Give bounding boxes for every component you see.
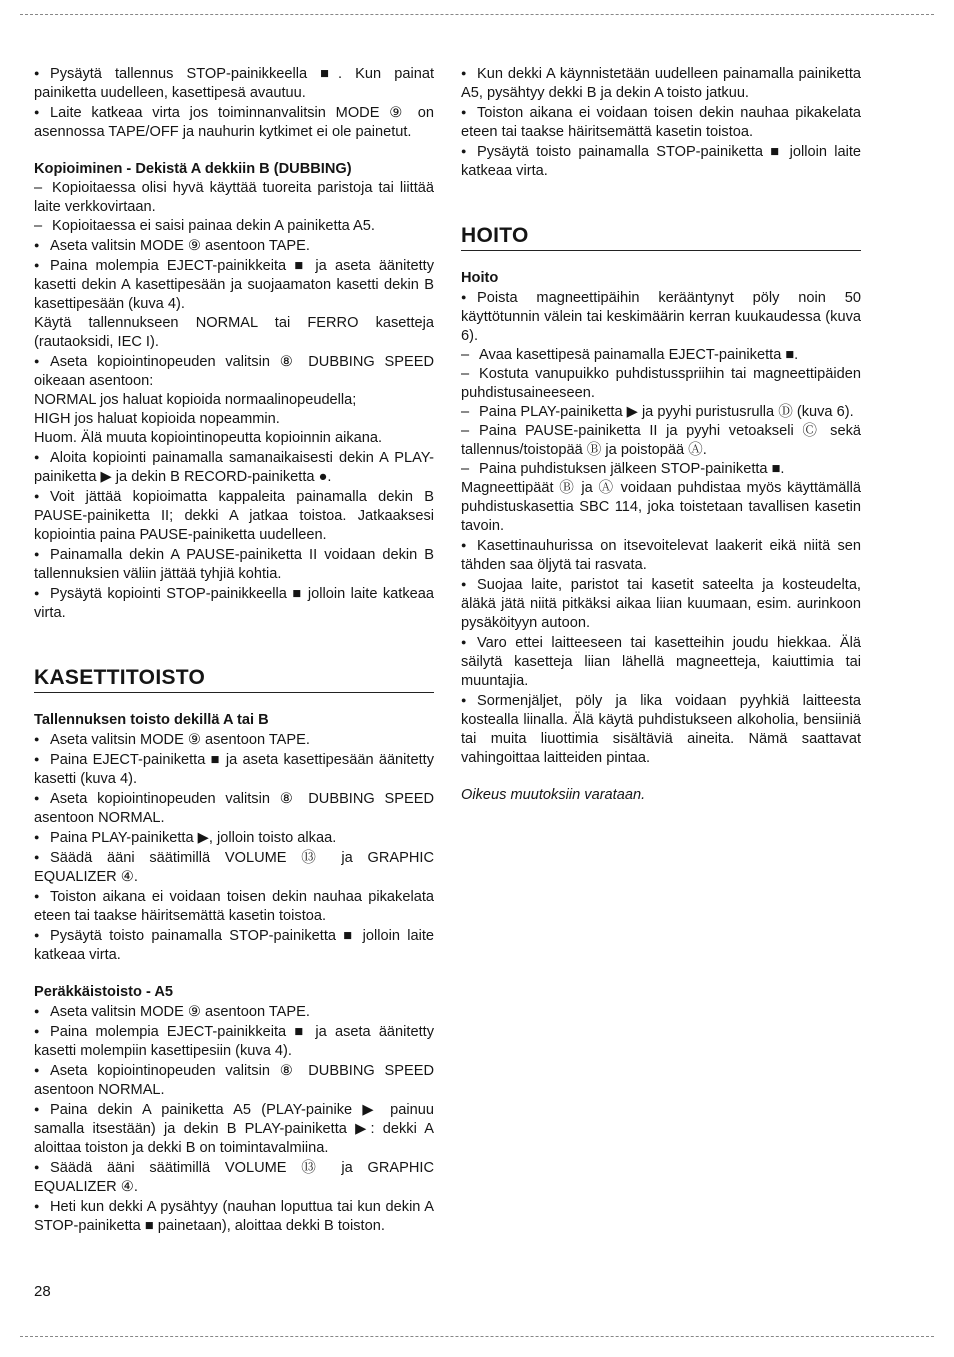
- dash-item: [34, 217, 434, 236]
- paragraph-text: Kun dekki A käynnistetään uudelleen painamalla painiketta A5, pysähtyy dekki B ja dekin A toisto jatkuu.: [461, 66, 861, 101]
- bullet-item: [34, 448, 434, 487]
- scan-edge-top: [20, 14, 934, 15]
- paragraph-text: Pysäytä kopiointi STOP-painikkeella ■ jolloin laite katkeaa virta.: [34, 586, 434, 621]
- bullet-icon: ●: [461, 695, 467, 705]
- bullet-icon: ●: [461, 579, 467, 589]
- paragraph-text: Heti kun dekki A pysähtyy (nauhan loputtua tai kun dekin A STOP-painiketta ■ painetaan), aloittaa dekki B toiston.: [34, 1199, 434, 1234]
- paragraph-text: Kopioitaessa olisi hyvä käyttää tuoreita paristoja tai liittää laite verkkovirtaan.: [34, 180, 434, 215]
- paragraph-text: Aseta valitsin MODE ⑨ asentoon TAPE.: [50, 732, 310, 748]
- paragraph-text: Aseta kopiointinopeuden valitsin ⑧ DUBBING SPEED asentoon NORMAL.: [34, 791, 434, 826]
- bullet-item: [461, 536, 861, 575]
- bullet-item: [34, 926, 434, 965]
- dash-icon: –: [461, 366, 470, 382]
- bullet-icon: ●: [34, 1065, 40, 1075]
- paragraph-text: Paina PAUSE-painiketta II ja pyyhi vetoakseli Ⓒ sekä tallennus/toistopää Ⓑ ja poistopää Ⓐ.: [461, 423, 861, 458]
- bullet-item: [34, 236, 434, 256]
- bullet-item: [34, 1100, 434, 1158]
- dash-icon: –: [34, 218, 43, 234]
- bullet-item: [34, 487, 434, 545]
- paragraph: [34, 314, 434, 352]
- paragraph-text: Avaa kasettipesä painamalla EJECT-painiketta ■.: [479, 347, 799, 363]
- bullet-item: [34, 1022, 434, 1061]
- paragraph-text: Laite katkeaa virta jos toiminnanvalitsin MODE ⑨ on asennossa TAPE/OFF ja nauhurin kytkimet ei ole painetut.: [34, 105, 434, 140]
- bullet-item: [461, 288, 861, 346]
- dash-icon: –: [461, 347, 470, 363]
- spacer: [34, 623, 434, 665]
- bullet-icon: ●: [461, 540, 467, 550]
- bullet-item: [34, 256, 434, 314]
- bullet-icon: ●: [34, 240, 40, 250]
- section-title: HOITO: [461, 223, 861, 251]
- paragraph-text: Varo ettei laitteeseen tai kasetteihin joudu hiekkaa. Älä säilytä kasetteja liian lähellä magneetteja, kaiuttimia tai muuntajia.: [461, 635, 861, 689]
- paragraph-text: Säädä ääni säätimillä VOLUME ⑬ ja GRAPHIC EQUALIZER ④.: [34, 850, 434, 885]
- bullet-icon: ●: [34, 1026, 40, 1036]
- subsection-heading: Tallennuksen toisto dekillä A tai B: [34, 712, 269, 728]
- right-column: [461, 64, 861, 805]
- bullet-item: [34, 545, 434, 584]
- paragraph-text: Paina PLAY-painiketta ▶, jolloin toisto alkaa.: [50, 830, 337, 846]
- paragraph: [461, 479, 861, 536]
- paragraph-text: Toiston aikana ei voidaan toisen dekin nauhaa pikakelata eteen tai taakse häiritsemättä kasetin toistoa.: [34, 889, 434, 924]
- bullet-icon: ●: [34, 754, 40, 764]
- paragraph-text: Aseta kopiointinopeuden valitsin ⑧ DUBBING SPEED asentoon NORMAL.: [34, 1063, 434, 1098]
- paragraph-text: Poista magneettipäihin kerääntynyt pöly noin 50 käyttötunnin välein tai keskimäärin kerran kuukaudessa (kuva 6).: [461, 290, 861, 344]
- dash-icon: –: [461, 404, 470, 420]
- paragraph-text: Suojaa laite, paristot tai kasetit sateelta ja kosteudelta, äläkä jätä niitä pitkäksi aikaa liian kuumaan, esim. aurinkoon pysäköityyn autoon.: [461, 577, 861, 631]
- paragraph-text: Kopioitaessa ei saisi painaa dekin A painiketta A5.: [52, 218, 375, 234]
- bullet-icon: ●: [34, 452, 40, 462]
- bullet-icon: ●: [34, 930, 40, 940]
- bullet-icon: ●: [34, 891, 40, 901]
- subsection-heading: Peräkkäistoisto - A5: [34, 984, 173, 1000]
- paragraph-text: Aseta kopiointinopeuden valitsin ⑧ DUBBING SPEED oikeaan asentoon:: [34, 354, 434, 389]
- bullet-item: [34, 1002, 434, 1022]
- paragraph-text: Paina EJECT-painiketta ■ ja aseta kasettipesään äänitetty kasetti (kuva 4).: [34, 752, 434, 787]
- bullet-icon: ●: [461, 107, 467, 117]
- bullet-icon: ●: [461, 292, 467, 302]
- bullet-item: [34, 64, 434, 103]
- bullet-icon: ●: [34, 549, 40, 559]
- bullet-icon: ●: [34, 1162, 40, 1172]
- bullet-icon: ●: [34, 734, 40, 744]
- bullet-item: [34, 584, 434, 623]
- paragraph-text: Paina dekin A painiketta A5 (PLAY-painike ▶ painuu samalla itsestään) ja dekin B PLAY-painiketta ▶: dekki A aloittaa toiston ja dekki B on toimintavalmiina.: [34, 1102, 434, 1156]
- paragraph-text: Toiston aikana ei voidaan toisen dekin nauhaa pikakelata eteen tai taakse häiritsemättä kasetin toistoa.: [461, 105, 861, 140]
- bullet-icon: ●: [34, 793, 40, 803]
- dash-item: [34, 179, 434, 217]
- bullet-icon: ●: [34, 588, 40, 598]
- footer-note: Oikeus muutoksiin varataan.: [461, 787, 646, 803]
- paragraph-text: Voit jättää kopioimatta kappaleita painamalla dekin B PAUSE-painiketta II; dekki A jatkaa toistoa. Jatkaaksesi kopiointia paina PAUSE-painiketta uudelleen.: [34, 489, 434, 543]
- bullet-icon: ●: [34, 832, 40, 842]
- paragraph-text: HIGH jos haluat kopioida nopeammin.: [34, 411, 280, 427]
- bullet-icon: ●: [34, 852, 40, 862]
- bullet-icon: ●: [461, 146, 467, 156]
- spacer: [34, 965, 434, 983]
- bullet-item: [34, 789, 434, 828]
- bullet-icon: ●: [461, 637, 467, 647]
- paragraph-text: Säädä ääni säätimillä VOLUME ⑬ ja GRAPHIC EQUALIZER ④.: [34, 1160, 434, 1195]
- bullet-icon: ●: [34, 356, 40, 366]
- dash-item: [461, 422, 861, 460]
- paragraph: [34, 410, 434, 429]
- paragraph-text: Magneettipäät Ⓑ ja Ⓐ voidaan puhdistaa myös käyttämällä puhdistuskasettia SBC 114, joka toistetaan tavallisen kasetin tavoin.: [461, 480, 861, 534]
- bullet-item: [34, 352, 434, 391]
- bullet-item: [34, 848, 434, 887]
- bullet-icon: ●: [34, 68, 40, 78]
- paragraph-text: Pysäytä toisto painamalla STOP-painiketta ■ jolloin laite katkeaa virta.: [461, 144, 861, 179]
- bullet-icon: ●: [34, 1201, 40, 1211]
- paragraph-text: Paina puhdistuksen jälkeen STOP-painiketta ■.: [479, 461, 785, 477]
- paragraph-text: Kostuta vanupuikko puhdistusspriihin tai magneettipäiden puhdistusaineeseen.: [461, 366, 861, 401]
- spacer: [461, 251, 861, 269]
- bullet-item: [461, 633, 861, 691]
- bullet-item: [461, 64, 861, 103]
- bullet-item: [461, 142, 861, 181]
- paragraph-text: Sormenjäljet, pöly ja lika voidaan pyyhkiä laitteesta kostealla liinalla. Älä käytä puhdistukseen alkoholia, bensiiniä tai muita liuottimia sisältäviä aineita. Nämä saattavat vahingoittaa laitteiden pintaa.: [461, 693, 861, 766]
- paragraph-text: Käytä tallennukseen NORMAL tai FERRO kasetteja (rautaoksidi, IEC I).: [34, 315, 434, 350]
- subsection-heading: Kopioiminen - Dekistä A dekkiin B (DUBBING): [34, 161, 352, 177]
- bullet-item: [461, 691, 861, 768]
- dash-item: [461, 403, 861, 422]
- paragraph: [34, 429, 434, 448]
- bullet-item: [461, 575, 861, 633]
- bullet-icon: ●: [34, 1006, 40, 1016]
- paragraph-text: Aloita kopiointi painamalla samanaikaisesti dekin A PLAY-painiketta ▶ ja dekin B RECORD-painiketta ●.: [34, 450, 434, 485]
- dash-icon: –: [34, 180, 43, 196]
- paragraph-text: Kasettinauhurissa on itsevoitelevat laakerit eikä niitä sen tähden saa öljytä tai rasvata.: [461, 538, 861, 573]
- paragraph-text: Aseta valitsin MODE ⑨ asentoon TAPE.: [50, 238, 310, 254]
- spacer: [34, 693, 434, 711]
- bullet-item: [34, 1061, 434, 1100]
- bullet-item: [34, 887, 434, 926]
- paragraph-text: Aseta valitsin MODE ⑨ asentoon TAPE.: [50, 1004, 310, 1020]
- bullet-item: [461, 103, 861, 142]
- paragraph-text: Huom. Älä muuta kopiointinopeutta kopioinnin aikana.: [34, 430, 383, 446]
- bullet-icon: ●: [461, 68, 467, 78]
- bullet-icon: ●: [34, 491, 40, 501]
- subsection-heading: Hoito: [461, 270, 499, 286]
- spacer: [461, 181, 861, 223]
- dash-icon: –: [461, 423, 470, 439]
- dash-item: [461, 365, 861, 403]
- page-number: 28: [34, 1283, 51, 1300]
- paragraph-text: Pysäytä toisto painamalla STOP-painiketta ■ jolloin laite katkeaa virta.: [34, 928, 434, 963]
- spacer: [461, 768, 861, 786]
- bullet-item: [34, 1197, 434, 1236]
- bullet-item: [34, 103, 434, 142]
- paragraph-text: Painamalla dekin A PAUSE-painiketta II voidaan dekin B tallennuksien väliin jättää tyhjiä kohtia.: [34, 547, 434, 582]
- bullet-icon: ●: [34, 1104, 40, 1114]
- paragraph-text: Paina molempia EJECT-painikkeita ■ ja aseta äänitetty kasetti molempiin kasettipesiin (kuva 4).: [34, 1024, 434, 1059]
- dash-item: [461, 346, 861, 365]
- dash-icon: –: [461, 461, 470, 477]
- paragraph: [34, 391, 434, 410]
- spacer: [34, 142, 434, 160]
- bullet-item: [34, 1158, 434, 1197]
- paragraph-text: Paina molempia EJECT-painikkeita ■ ja aseta äänitetty kasetti dekin A kasettipesään ja suojaamaton kasetti dekin B kasettipesään (kuva 4).: [34, 258, 434, 312]
- paragraph-text: Pysäytä tallennus STOP-painikkeella ■. Kun painat painiketta uudelleen, kasettipesä avautuu.: [34, 66, 434, 101]
- bullet-icon: ●: [34, 107, 40, 117]
- bullet-icon: ●: [34, 260, 40, 270]
- paragraph-text: Paina PLAY-painiketta ▶ ja pyyhi puristusrulla Ⓓ (kuva 6).: [479, 404, 854, 420]
- section-title: KASETTITOISTO: [34, 665, 434, 693]
- scan-edge-bottom: [20, 1336, 934, 1337]
- dash-item: [461, 460, 861, 479]
- bullet-item: [34, 750, 434, 789]
- bullet-item: [34, 730, 434, 750]
- bullet-item: [34, 828, 434, 848]
- paragraph-text: NORMAL jos haluat kopioida normaalinopeudella;: [34, 392, 357, 408]
- left-column: [34, 64, 434, 1236]
